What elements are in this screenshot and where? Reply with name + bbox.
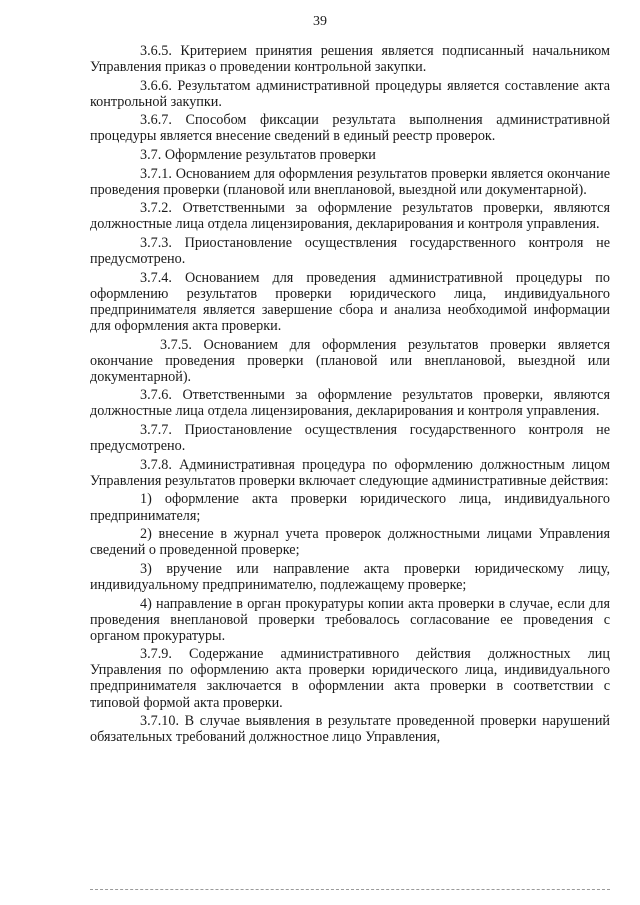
page-number: 39 <box>313 14 327 29</box>
document-body <box>90 43 610 748</box>
paragraph-3-7-4: 3.7.4. Основанием для проведения административной процедуры по оформлению результатов проверки юридического лица, индивидуального предпринимателя является завершение сбора и анализа необходимой информации для оформления акта проверки. <box>90 269 610 334</box>
list-item-1: 1) оформление акта проверки юридического лица, индивидуального предпринимателя; <box>90 491 610 524</box>
paragraph-3-7-8: 3.7.8. Административная процедура по оформлению должностным лицом Управления результатов проверки включает следующие административные действия: <box>90 456 610 489</box>
section-heading-3-7: 3.7. Оформление результатов проверки <box>140 147 376 164</box>
list-item-4: 4) направление в орган прокуратуры копии акта проверки в случае, если для проведения внеплановой проверки требовалось согласование ее проведения с органом прокуратуры. <box>90 595 610 644</box>
paragraph-3-7-9: 3.7.9. Содержание административного действия должностных лиц Управления по оформлению акта проверки юридического лица, индивидуального предпринимателя заключается в оформлении акта проверки в соответствии с типовой формой акта проверки. <box>90 646 610 711</box>
paragraph-3-7-10: 3.7.10. В случае выявления в результате проведенной проверки нарушений обязательных требований должностное лицо Управления, <box>90 713 610 746</box>
list-item-2: 2) внесение в журнал учета проверок должностными лицами Управления сведений о проведенной проверке; <box>90 526 610 559</box>
paragraph-3-7-3: 3.7.3. Приостановление осуществления государственного контроля не предусмотрено. <box>90 235 610 268</box>
paragraph-3-6-7: 3.6.7. Способом фиксации результата выполнения административной процедуры является внесение сведений в единый реестр проверок. <box>90 112 610 145</box>
list-item-3: 3) вручение или направление акта проверки юридическому лицу, индивидуальному предпринимателю, подлежащему проверке; <box>90 560 610 593</box>
footer-divider <box>90 889 610 890</box>
paragraph-3-6-6: 3.6.6. Результатом административной процедуры является составление акта контрольной закупки. <box>90 77 610 110</box>
paragraph-3-7-2: 3.7.2. Ответственными за оформление результатов проверки, являются должностные лица отдела лицензирования, декларирования и контроля управления. <box>90 200 610 233</box>
paragraph-3-7-1: 3.7.1. Основанием для оформления результатов проверки является окончание проведения проверки (плановой или внеплановой, выездной или документарной). <box>90 165 610 198</box>
paragraph-3-7-6: 3.7.6. Ответственными за оформление результатов проверки, являются должностные лица отдела лицензирования, декларирования и контроля управления. <box>90 387 610 420</box>
paragraph-3-7-7: 3.7.7. Приостановление осуществления государственного контроля не предусмотрено. <box>90 422 610 455</box>
paragraph-3-7-5: 3.7.5. Основанием для оформления результатов проверки является окончание проведения проверки (плановой или внеплановой, выездной или документарной). <box>90 336 610 385</box>
paragraph-3-6-5: 3.6.5. Критерием принятия решения является подписанный начальником Управления приказ о проведении контрольной закупки. <box>90 43 610 76</box>
